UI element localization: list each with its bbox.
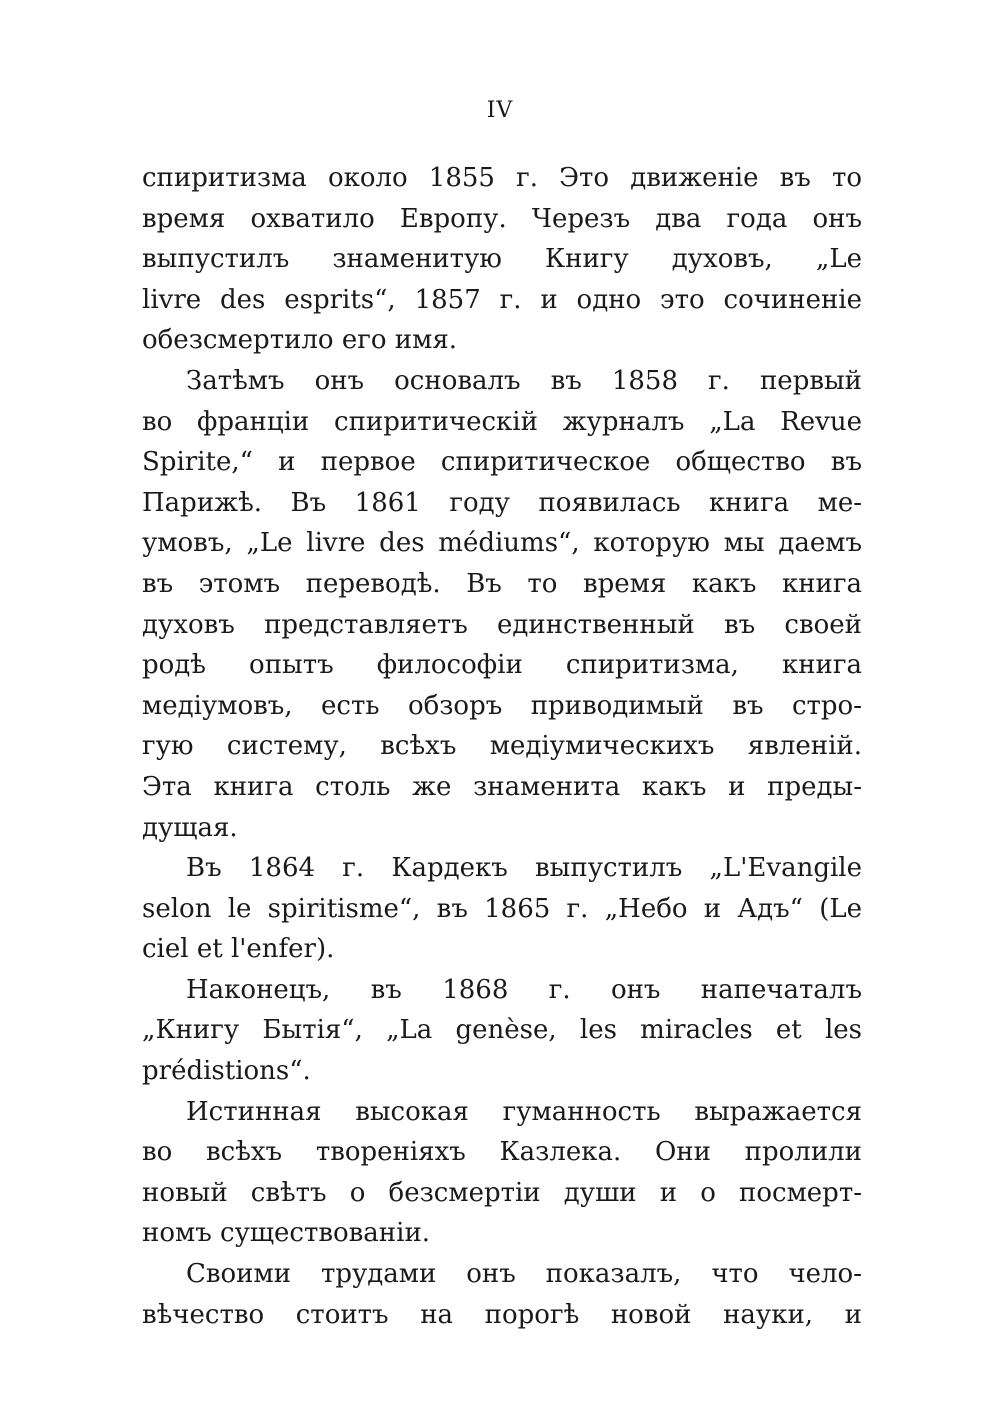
text-line: выпустилъ знаменитую Книгу духовъ, „Le	[142, 244, 862, 275]
text-line: Spirite,“ и первое спиритическое общество въ	[142, 447, 862, 478]
text-line: prédistions“.	[142, 1056, 311, 1087]
text-line: Въ 1864 г. Кардекъ выпустилъ „L'Evangile	[186, 853, 862, 884]
text-line: Истинная высокая гуманность выражается	[186, 1096, 862, 1127]
text-line: во всѣхъ творенiяхъ Казлека. Они пролили	[142, 1137, 862, 1168]
text-line: умовъ, „Le livre des médiums“, которую мы даемъ	[142, 528, 862, 559]
text-line: Наконецъ, въ 1868 г. онъ напечаталъ	[186, 974, 862, 1005]
text-line: гую систему, всѣхъ медiумическихъ явленiй.	[142, 731, 862, 762]
text-line: selon le spiritisme“, въ 1865 г. „Небо и Адъ“ (Le	[142, 893, 862, 924]
text-line: время охватило Европу. Черезъ два года онъ	[142, 203, 862, 234]
text-line: обезсмертило его имя.	[142, 325, 457, 356]
page-number: IV	[486, 98, 514, 123]
text-line: дущая.	[142, 812, 238, 843]
text-line: вѣчество стоитъ на порогѣ новой науки, и	[142, 1299, 862, 1330]
text-line: „Книгу Бытiя“, „La genèse, les miracles et les	[142, 1015, 862, 1046]
text-line: ciel et l'enfer).	[142, 934, 335, 965]
text-line: спиритизма около 1855 г. Это движенie въ то	[142, 163, 862, 193]
text-line: духовъ представляетъ единственный въ своей	[142, 609, 862, 640]
text-line: livre des esprits“, 1857 г. и одно это сочиненie	[142, 284, 862, 315]
text-line: Эта книга столь же знаменита какъ и преды-	[142, 771, 862, 802]
text-line: Затѣмъ онъ основалъ въ 1858 г. первый	[186, 365, 862, 396]
text-line: медiумовъ, есть обзоръ приводимый въ стро-	[142, 690, 862, 721]
text-line: Своими трудами онъ показалъ, что чело-	[186, 1259, 862, 1290]
text-line: номъ существованiи.	[142, 1218, 431, 1249]
text-line: въ этомъ переводѣ. Въ то время какъ книга	[142, 568, 862, 599]
text-line: родѣ опытъ философiи спиритизма, книга	[142, 650, 862, 681]
text-line: Парижѣ. Въ 1861 году появилась книга ме-	[142, 487, 862, 518]
body-text	[142, 158, 862, 1335]
text-line: во францiи спиритическiй журналъ „La Revue	[142, 406, 862, 437]
text-line: новый свѣтъ о безсмертiи души и о посмерт-	[142, 1177, 862, 1208]
